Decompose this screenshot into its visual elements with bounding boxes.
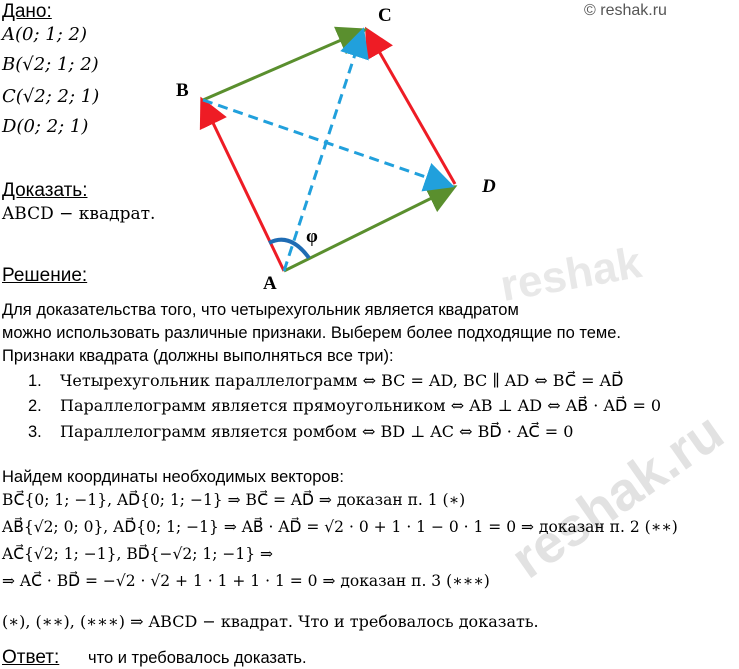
point-a: A(0; 1; 2) bbox=[2, 24, 87, 45]
answer-heading: Ответ: bbox=[2, 647, 60, 668]
label-c: C bbox=[378, 5, 392, 26]
criterion-num-2: 2. bbox=[28, 397, 42, 415]
calc-line-2: AB⃗{√2; 0; 0}, AD⃗{0; 1; −1} ⇒ AB⃗ · AD⃗ = √2 · 0 + 1 · 1 − 0 · 1 = 0 ⇒ доказан п. 2 (∗∗) bbox=[2, 518, 678, 536]
label-phi: φ bbox=[306, 226, 318, 247]
point-b: B(√2; 1; 2) bbox=[2, 54, 99, 75]
calc-line-1: BC⃗{0; 1; −1}, AD⃗{0; 1; −1} ⇒ BC⃗ = AD⃗ ⇒ доказан п. 1 (∗) bbox=[2, 491, 466, 509]
vector-bc bbox=[203, 31, 362, 100]
vector-ac bbox=[284, 33, 362, 271]
intro-line-1: Для доказательства того, что четырехугольник является квадратом bbox=[2, 301, 519, 319]
solution-heading: Решение: bbox=[2, 265, 88, 286]
criterion-num-3: 3. bbox=[28, 423, 42, 441]
label-b: B bbox=[176, 80, 189, 101]
calc-line-3: AC⃗{√2; 1; −1}, BD⃗{−√2; 1; −1} ⇒ bbox=[2, 545, 274, 563]
criterion-num-1: 1. bbox=[28, 372, 42, 390]
site-watermark: © reshak.ru bbox=[584, 2, 667, 19]
intro-line-3: Признаки квадрата (должны выполняться все три): bbox=[2, 347, 394, 365]
criterion-text-1: Четырехугольник параллелограмм ⇔ BC = AD, BC ∥ AD ⇔ BC⃗ = AD⃗ bbox=[60, 371, 624, 390]
find-heading: Найдем координаты необходимых векторов: bbox=[2, 468, 344, 486]
given-heading: Дано: bbox=[2, 1, 52, 22]
criterion-text-3: Параллелограмм является ромбом ⇔ BD ⊥ AC ⇔ BD⃗ · AC⃗ = 0 bbox=[60, 422, 574, 441]
criterion-text-2: Параллелограмм является прямоугольником ⇔ AB ⊥ AD ⇔ AB⃗ · AD⃗ = 0 bbox=[60, 396, 662, 415]
corner-watermark: reshak.ru bbox=[500, 401, 735, 590]
point-d: D(0; 2; 1) bbox=[2, 116, 89, 137]
vector-dc bbox=[368, 32, 455, 184]
label-a: A bbox=[263, 273, 277, 294]
point-c: C(√2; 2; 1) bbox=[2, 86, 100, 107]
answer-text: что и требовалось доказать. bbox=[88, 649, 307, 667]
vector-bd bbox=[203, 100, 449, 185]
conclusion: (∗), (∗∗), (∗∗∗) ⇒ ABCD − квадрат. Что и требовалось доказать. bbox=[2, 612, 539, 631]
calc-line-4: ⇒ AC⃗ · BD⃗ = −√2 · √2 + 1 · 1 + 1 · 1 = 0 ⇒ доказан п. 3 (∗∗∗) bbox=[2, 572, 490, 590]
prove-statement: ABCD − квадрат. bbox=[2, 204, 156, 224]
center-watermark: reshak bbox=[496, 238, 645, 311]
label-d: D bbox=[482, 176, 496, 197]
vector-ab bbox=[203, 102, 284, 271]
intro-line-2: можно использовать различные признаки. Выберем более подходящие по теме. bbox=[2, 324, 622, 342]
prove-heading: Доказать: bbox=[2, 180, 88, 201]
